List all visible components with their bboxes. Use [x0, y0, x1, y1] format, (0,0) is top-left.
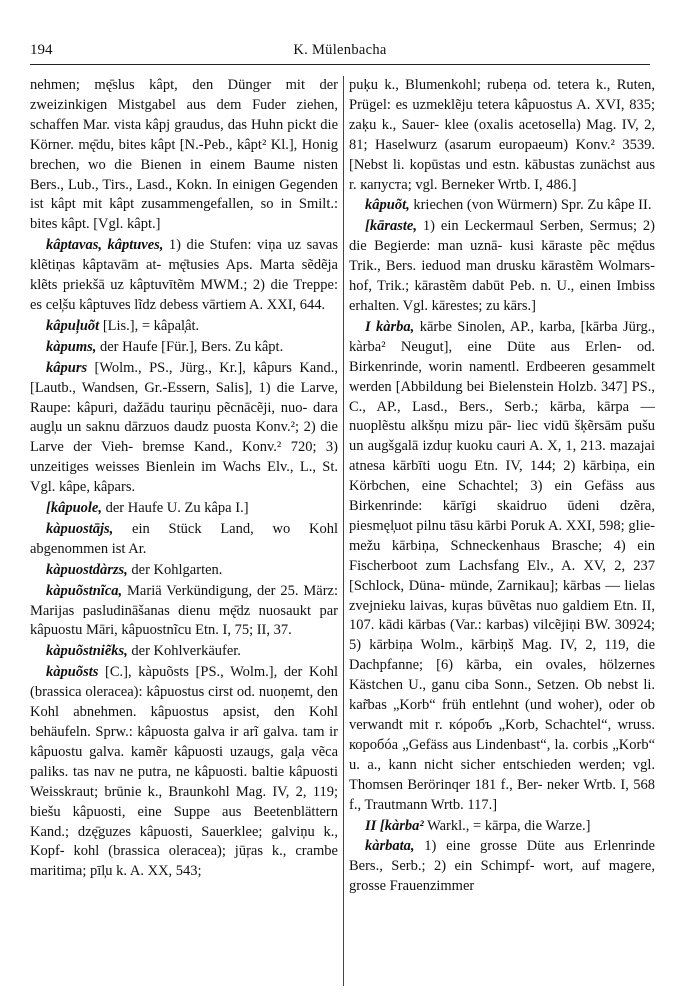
headword: kàpuõstnĩca,: [46, 582, 123, 599]
entry-kapurs: kâpurs [Wolm., PS., Jürg., Kr.], kâpurs Kand., [Lautb., Wandsen, Gr.-Essern, Salis], 1) die Larve, Raupe: kâpuri, dažādu tauriņu pẽcnācẽji, nuo- dara augl̦u un saknu dārzuos daudz puosta Konv.²; 2) die Larve der Vieh- bremse Kand., Konv.² 720; 3) unzeitiges weisses Bienlein im Wachs Elv., L., St. Vgl. kâpe, kâpars.: [30, 359, 338, 496]
headword: kàpuostājs,: [46, 520, 114, 537]
headword: kâpul̦uõt: [46, 317, 100, 334]
headword: kàrbata,: [365, 838, 415, 855]
entry-kapuostnica: kàpuõstnĩca, Mariä Verkündigung, der 25. März: Marijas pasludināšanas dienu mę̄dz nuosaukt par kâpuostu Māri, kâpuostnĩcu Etn. I, 75; II, 37.: [30, 582, 338, 639]
headword: kàpuostdàrzs,: [46, 561, 128, 578]
right-column: [349, 76, 655, 986]
left-column: [30, 76, 338, 986]
headword: II [kàrba²: [365, 817, 424, 834]
entry-kapuluot: kâpul̦uõt [Lis.], = kâpal̦ât.: [46, 317, 200, 334]
entry-kapuot: kâpuõt, kriechen (von Würmern) Spr. Zu kâpe II.: [365, 197, 652, 214]
page-number: 194: [30, 42, 53, 58]
headword: I kàrba,: [365, 318, 415, 335]
headword: kàpuõsts: [46, 664, 99, 681]
entry-karaste: [kāraste, 1) ein Leckermaul Serben, Sermus; 2) die Begierde: man uznā- kusi kāraste pẽc mę̄dus Trik., Bers. ieduod man drusku kārastẽm Wolmars- hof, Trik.; kārastẽm dabūt Peb. n. U., einen Imbiss erhalten. Vgl. kārestes; zu kārs.]: [349, 218, 655, 314]
headword: kàpuõstniẽks,: [46, 643, 128, 660]
entry-kapuostajs: kàpuostājs, ein Stück Land, wo Kohl abgenommen ist Ar.: [30, 520, 338, 557]
entry-kapuostnieks: kàpuõstniẽks, der Kohlverkäufer.: [46, 643, 241, 660]
entry-kapums: kàpums, der Haufe [Für.], Bers. Zu kâpt.: [46, 338, 284, 355]
entry-kapuostdarzs: kàpuostdàrzs, der Kohlgarten.: [46, 561, 223, 578]
column-divider: [343, 76, 344, 986]
headword: kâpurs: [46, 359, 88, 376]
headword: kâpuõt,: [365, 197, 410, 214]
entry-karba-2: II [kàrba² Warkl., = kārpa, die Warze.]: [365, 817, 591, 834]
headword: kàpums,: [46, 338, 97, 355]
entry-kapuosts: kàpuõsts [C.], kàpuõsts [PS., Wolm.], der Kohl (brassica oleracea): kâpuostus cirst od. nuoņemt, den Kohl abnehmen. kâpuostus apsist, den Kohl behäufeln. Sprw.: kâpuosta galva ir arĩ galva. tam ir kâpuostu galva. kamẽr kâpuosti uzaugs, gal̦a vẽca paliks. tas nav ne putra, ne kâpuosti. baltie kâpuosti Weisskraut; brūnie k., Braunkohl Mag. IV, 2, 119; biešu kâpuosti, eine Suppe aus Beetenblättern Kand.; dzę̄guzes kâpuosti, Sauerklee; galviņu k., Kopf- kohl (brassica oleracea); jūŗas k., crambe maritima; pīl̦u k. A. XX, 543;: [30, 664, 338, 880]
headword: [kāraste,: [365, 218, 417, 235]
entry-kaptavas: kâptavas, kâptuves, 1) die Stufen: viņa uz savas klẽtiņas kâptavām at- mę̄tusies Aps. Marta sẽdẽja klẽts priekšā uz kâptuvītẽm MWM.; 2) die Treppe: es cel̦šu kâptuves lĩdz debess vārtiem A. XXI, 644.: [30, 237, 338, 313]
entry-karbata: kàrbata, 1) eine grosse Düte aus Erlenrinde Bers., Serb.; 2) ein Schimpf- wort, auf magere, grosse Frauenzimmer: [349, 838, 655, 895]
entry-kapuole: [kâpuole, der Haufe U. Zu kâpa I.]: [46, 500, 249, 517]
running-title: K. Mülenbacha: [293, 42, 387, 58]
page-header: [30, 38, 650, 65]
headword: [kâpuole,: [46, 500, 102, 517]
entry-continuation: puķu k., Blumenkohl; rubeņa od. tetera k., Ruten, Prügel: es uzmeklẽju tetera kâpuostus A. XVI, 835; zaķu k., Sauer- klee (oxalis acetosella) Mag. IV, 2, 81; Haselwurz (asarum europaeum) Konv.² 3539. [Nebst li. kopūstas und estn. kābustas zunächst aus r. капуста; vgl. Berneker Wrtb. I, 486.]: [349, 77, 655, 193]
headword: kâptavas, kâptuves,: [46, 237, 164, 254]
entry-continuation: nehmen; mę̄slus kâpt, den Dünger mit der zweizinkigen Mistgabel aus dem Fuder ziehen, schaffen Mar. vista kâpj graudus, das Huhn pickt die Körner. mę̄du, bites kâpt [N.-Peb., kâpt² Kl.], Honig brechen, wo die Bienen in einem Baume nisten Bers., Lub., Tirs., Lasd., Kokn. In einigen Gegenden ist kâpt mit kâpt zusammengefallen, so in Smilt.: bites kâpt. [Vgl. kâpt.]: [30, 77, 338, 233]
entry-karba-1: I kàrba, kārbe Sinolen, AP., karba, [kārba Jürg., kàrba² Neugut], eine Düte aus Erlen- od. Birkenrinde, worin namentl. Erdbeeren gesammelt werden [Abbildung bei Bielenstein Holzb. 347] PS., C., AP., Lasd., Bers., Serb.; kārba, kārpa — nuoplẽstu alkšņu mizu pār- liec vidū šķẽrsām pušu un augšgalā izduŗ kuoku cauri A. X, 1, 213. mazajai atnesa kārbīti uogu Etn. IV, 144; 2) kārbiņa, ein Körbchen, eine Schachtel; 3) ein Gefäss aus Birkenrinde: kārīgi skaidruo ūdeni dzẽra, piesmęl̦uot pilnu tāsu kārbi Poruk A. XXI, 598; glie- mežu kārbiņa, Schneckenhaus Brasche; 4) ein Fischerboot zum Lachsfang Elv., A. XV, 2, 237 [Schlock, Düna- münde, Zarnikau]; kārbas — lielas zvejnieku laivas, kuŗas būvẽtas nuo galdiem Etn. II, 107. kādi kārbas (Var.: karbas) vilcẽjiņi BW. 30924; 5) kārbiņa Wolm., kārbiņš Mag. IV, 2, 119, die Dachpfanne; [6) kārba, ein ovales, hölzernes Kästchen U., ganu ciba Sonn., Setzen. Ob nebst li. kar̃bas „Korb“ früh entlehnt (und woher), oder ob verwandt mit r. кóробъ „Korb, Schachtel“, wruss. коробóа „Gefäss aus Lindenbast“, la. corbis „Korb“ u. a., kann nicht sicher entschieden werden; vgl. Thomsen Berörinqer 181 f., Ber- neker Wrtb. I, 568 f., Trautmann Wrtb. 117.]: [349, 318, 655, 813]
